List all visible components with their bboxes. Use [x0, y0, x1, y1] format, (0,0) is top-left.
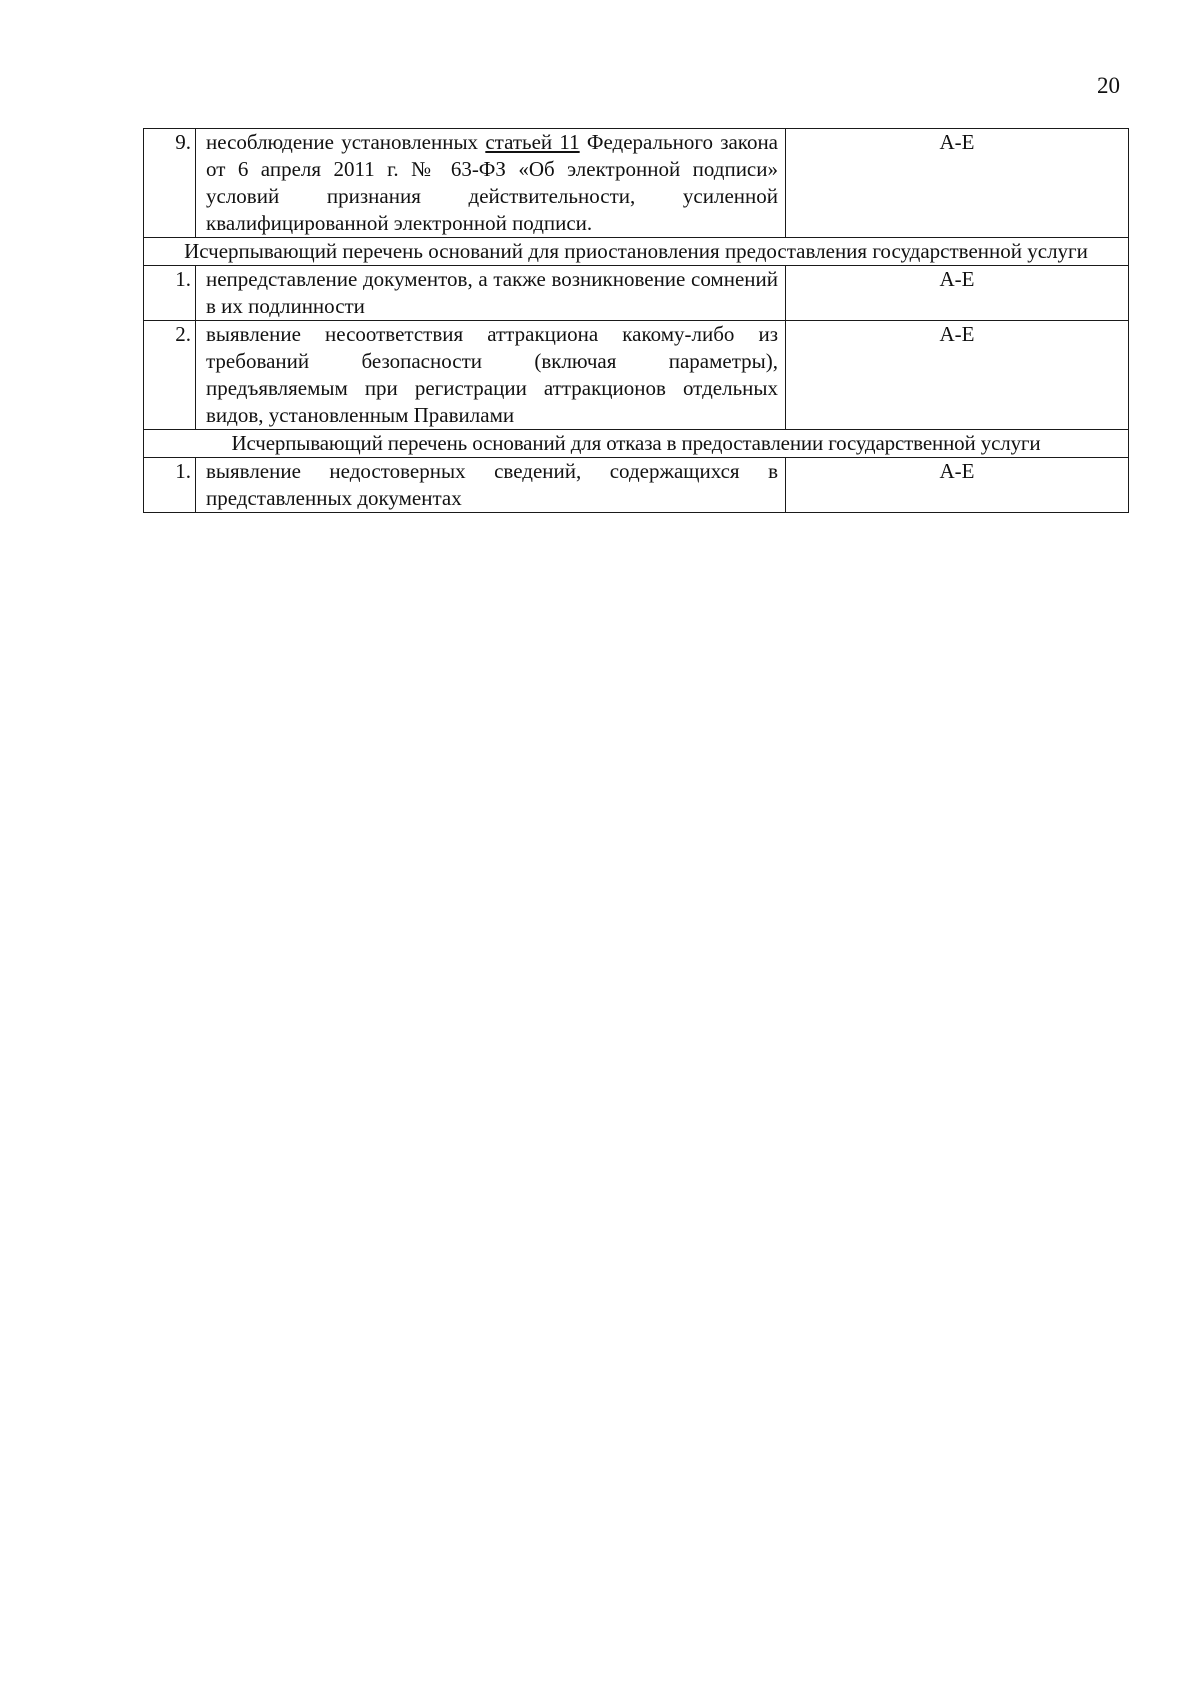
- grounds-table: [143, 128, 1129, 513]
- section-title-refusal: Исчерпывающий перечень оснований для отказа в предоставлении государственной услуги: [144, 430, 1129, 458]
- section-header-row: [144, 430, 1129, 458]
- row-code: А-Е: [786, 458, 1129, 513]
- row-description-part: несоблюдение установленных: [206, 130, 486, 154]
- table-row: [144, 458, 1129, 513]
- table-row: [144, 129, 1129, 238]
- section-title-suspension: Исчерпывающий перечень оснований для приостановления предоставления государственной услуги: [144, 238, 1129, 266]
- table-row: [144, 266, 1129, 321]
- row-number: 9.: [144, 129, 196, 238]
- row-number: 2.: [144, 321, 196, 430]
- table-row: [144, 321, 1129, 430]
- row-description: [196, 129, 786, 238]
- law-article-reference: статьей 11: [485, 130, 580, 154]
- page-number: 20: [1097, 73, 1120, 98]
- row-code: А-Е: [786, 321, 1129, 430]
- row-description: выявление несоответствия аттракциона какому-либо из требований безопасности (включая параметры), предъявляемым при регистрации аттракционов отдельных видов, установленным Правилами: [196, 321, 786, 430]
- row-number: 1.: [144, 458, 196, 513]
- row-description: выявление недостоверных сведений, содержащихся в представленных документах: [196, 458, 786, 513]
- row-description: непредставление документов, а также возникновение сомнений в их подлинности: [196, 266, 786, 321]
- row-description-part: Федерального закона от 6 апреля 2011 г. № 63-ФЗ «Об электронной подписи» условий признания действительности, усиленной квалифицированной электронной подписи.: [206, 130, 779, 235]
- row-number: 1.: [144, 266, 196, 321]
- row-code: А-Е: [786, 129, 1129, 238]
- row-code: А-Е: [786, 266, 1129, 321]
- section-header-row: [144, 238, 1129, 266]
